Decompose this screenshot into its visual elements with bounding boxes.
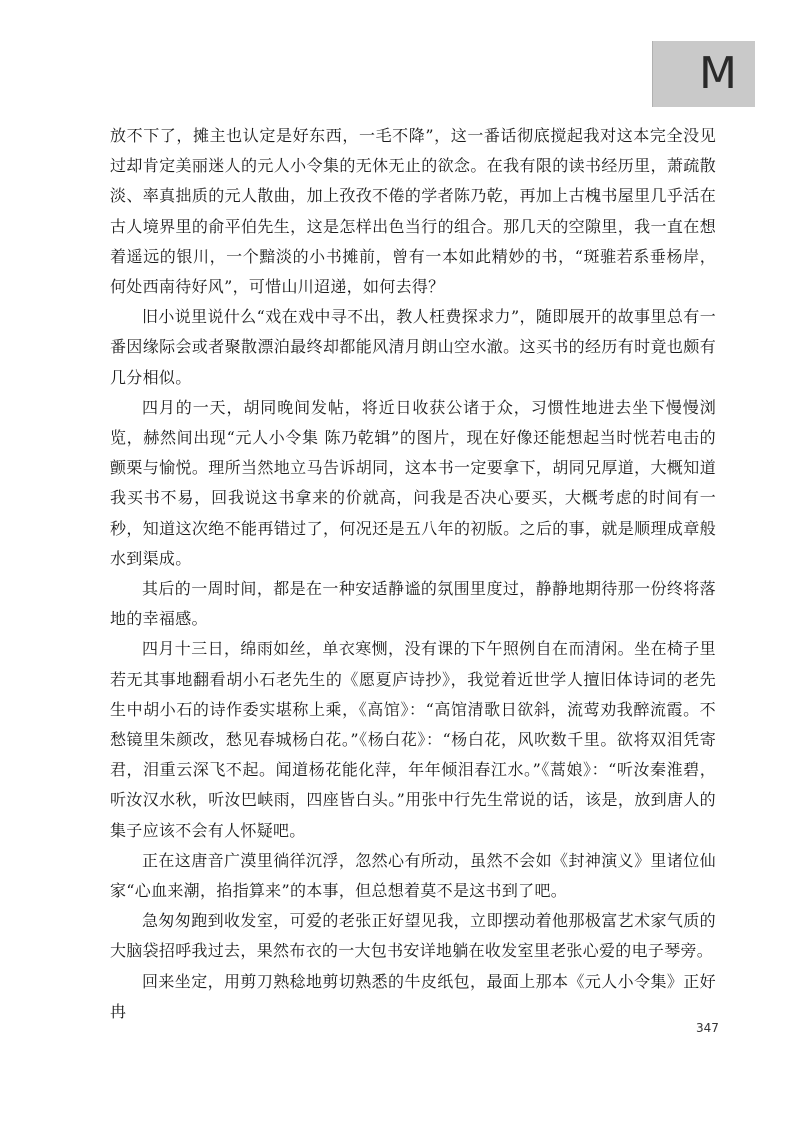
paragraph-continued: 放不下了，摊主也认定是好东西，一毛不降”，这一番话彻底搅起我对这本完全没见过却肯定美丽迷人的元人小令集的无休无止的欲念。在我有限的读书经历里，萧疏散淡、率真拙质的元人散曲，加上孜孜不倦的学者陈乃乾，再加上古槐书屋里几乎活在古人境界里的俞平伯先生，这是怎样出色当行的组合。那几天的空隙里，我一直在想着遥远的银川，一个黯淡的小书摊前，曾有一本如此精妙的书，“斑骓若系垂杨岸，何处西南待好风”，可惜山川迢递，如何去得？ xyxy=(110,126,716,297)
section-letter: M xyxy=(699,48,737,99)
paragraph: 旧小说里说什么“戏在戏中寻不出，教人枉费探求力”，随即展开的故事里总有一番因缘际会或者聚散漂泊最终却都能风清月朗山空水澈。这买书的经历有时竟也颇有几分相似。 xyxy=(110,307,716,387)
body-text xyxy=(110,121,716,1027)
section-letter-tab xyxy=(652,41,755,107)
page-number: 347 xyxy=(696,1021,719,1035)
paragraph: 四月的一天，胡同晚间发帖，将近日收获公诸于众，习惯性地进去坐下慢慢浏览，赫然间出现“元人小令集 陈乃乾辑”的图片，现在好像还能想起当时恍若电击的颤栗与愉悦。理所当然地立马告诉胡同，这本书一定要拿下，胡同兄厚道，大概知道我买书不易，回我说这书拿来的价就高，问我是否决心要买，大概考虑的时间有一秒，知道这次绝不能再错过了，何况还是五八年的初版。之后的事，就是顺理成章般水到渠成。 xyxy=(110,397,716,568)
paragraph: 急匆匆跑到收发室，可爱的老张正好望见我，立即摆动着他那极富艺术家气质的大脑袋招呼我过去，果然布衣的一大包书安详地躺在收发室里老张心爱的电子琴旁。 xyxy=(110,911,716,961)
paragraph: 回来坐定，用剪刀熟稔地剪切熟悉的牛皮纸包，最面上那本《元人小令集》正好冉 xyxy=(110,971,716,1021)
paragraph: 正在这唐音广漠里徜徉沉浮，忽然心有所动，虽然不会如《封神演义》里诸位仙家“心血来潮，掐指算来”的本事，但总想着莫不是这书到了吧。 xyxy=(110,850,716,901)
paragraph: 四月十三日，绵雨如丝，单衣寒恻，没有课的下午照例自在而清闲。坐在椅子里若无其事地翻看胡小石老先生的《愿夏庐诗抄》，我觉着近世学人擅旧体诗词的老先生中胡小石的诗作委实堪称上乘，《高馆》：“高馆清歌日欲斜，流莺劝我醉流霞。不愁镜里朱颜改，愁见春城杨白花。”《杨白花》：“杨白花，风吹数千里。欲将双泪凭寄君，泪重云深飞不起。闻道杨花能化萍，年年倾泪春江水。”《蒿娘》：“听汝秦淮碧，听汝汉水秋，听汝巴峡雨，四座皆白头。”用张中行先生常说的话，该是，放到唐人的集子应该不会有人怀疑吧。 xyxy=(110,639,716,840)
paragraph: 其后的一周时间，都是在一种安适静谧的氛围里度过，静静地期待那一份终将落地的幸福感。 xyxy=(110,579,716,629)
